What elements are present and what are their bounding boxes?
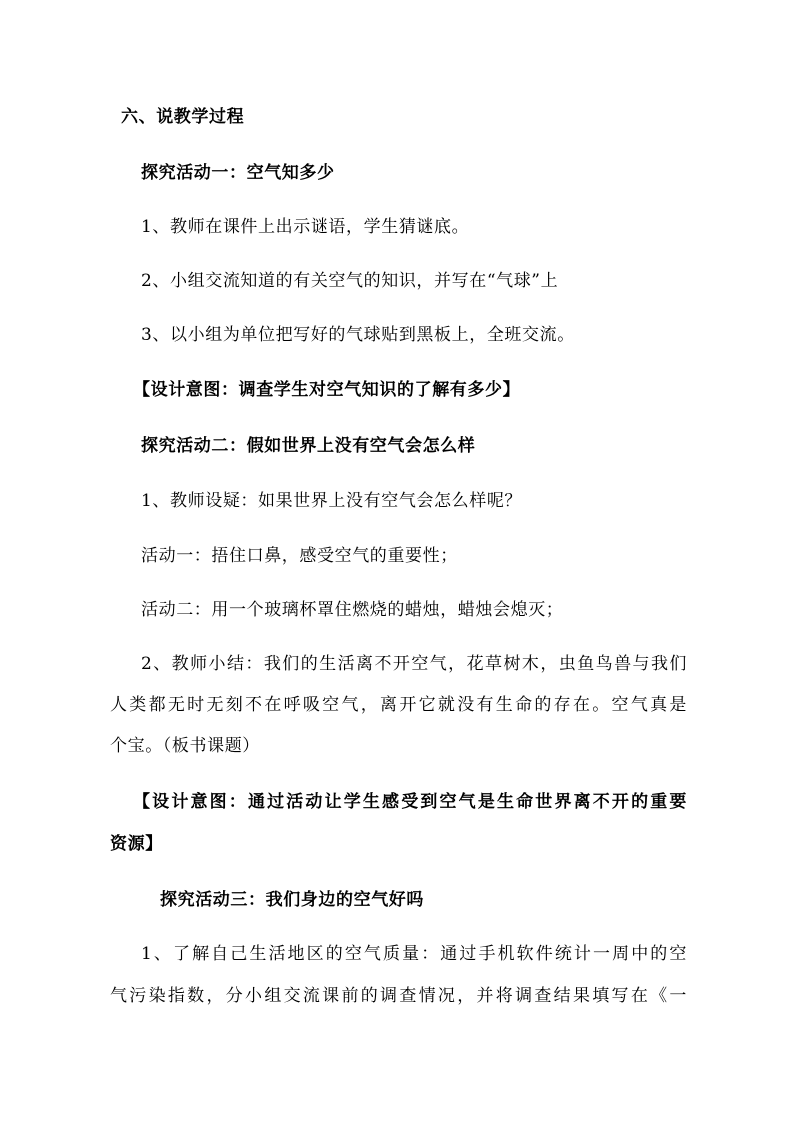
activity3-step1-line: 气污染指数，分小组交流课前的调查情况，并将调查结果填写在《一	[110, 986, 687, 1006]
activity2-sub1: 活动一：捂住口鼻，感受空气的重要性；	[141, 546, 458, 566]
activity2-step2-line: 人类都无时无刻不在呼吸空气，离开它就没有生命的存在。空气真是	[110, 695, 687, 715]
activity1-step: 1、教师在课件上出示谜语，学生猜谜底。	[141, 217, 470, 237]
activity3-title: 探究活动三：我们身边的空气好吗	[160, 890, 424, 910]
activity3-step1-line: 1、了解自己生活地区的空气质量：通过手机软件统计一周中的空	[141, 944, 687, 964]
activity2-step2-line: 个宝。（板书课题）	[110, 736, 260, 756]
activity2-sub2: 活动二：用一个玻璃杯罩住燃烧的蜡烛，蜡烛会熄灭；	[141, 600, 564, 620]
activity1-intent: 【设计意图：调查学生对空气知识的了解有多少】	[133, 380, 521, 400]
activity1-step: 3、以小组为单位把写好的气球贴到黑板上，全班交流。	[141, 325, 575, 345]
section-heading: 六、说教学过程	[121, 107, 245, 127]
activity2-title: 探究活动二：假如世界上没有空气会怎么样	[141, 436, 476, 456]
activity2-intent-line: 【设计意图：通过活动让学生感受到空气是生命世界离不开的重要	[133, 792, 687, 812]
activity2-step1: 1、教师设疑：如果世界上没有空气会怎么样呢？	[141, 491, 523, 511]
activity1-title: 探究活动一：空气知多少	[141, 163, 335, 183]
activity2-step2-line: 2、教师小结：我们的生活离不开空气，花草树木，虫鱼鸟兽与我们	[141, 654, 687, 674]
activity2-intent-line: 资源】	[110, 834, 163, 854]
activity1-step: 2、小组交流知道的有关空气的知识，并写在“气球”上	[141, 271, 559, 291]
